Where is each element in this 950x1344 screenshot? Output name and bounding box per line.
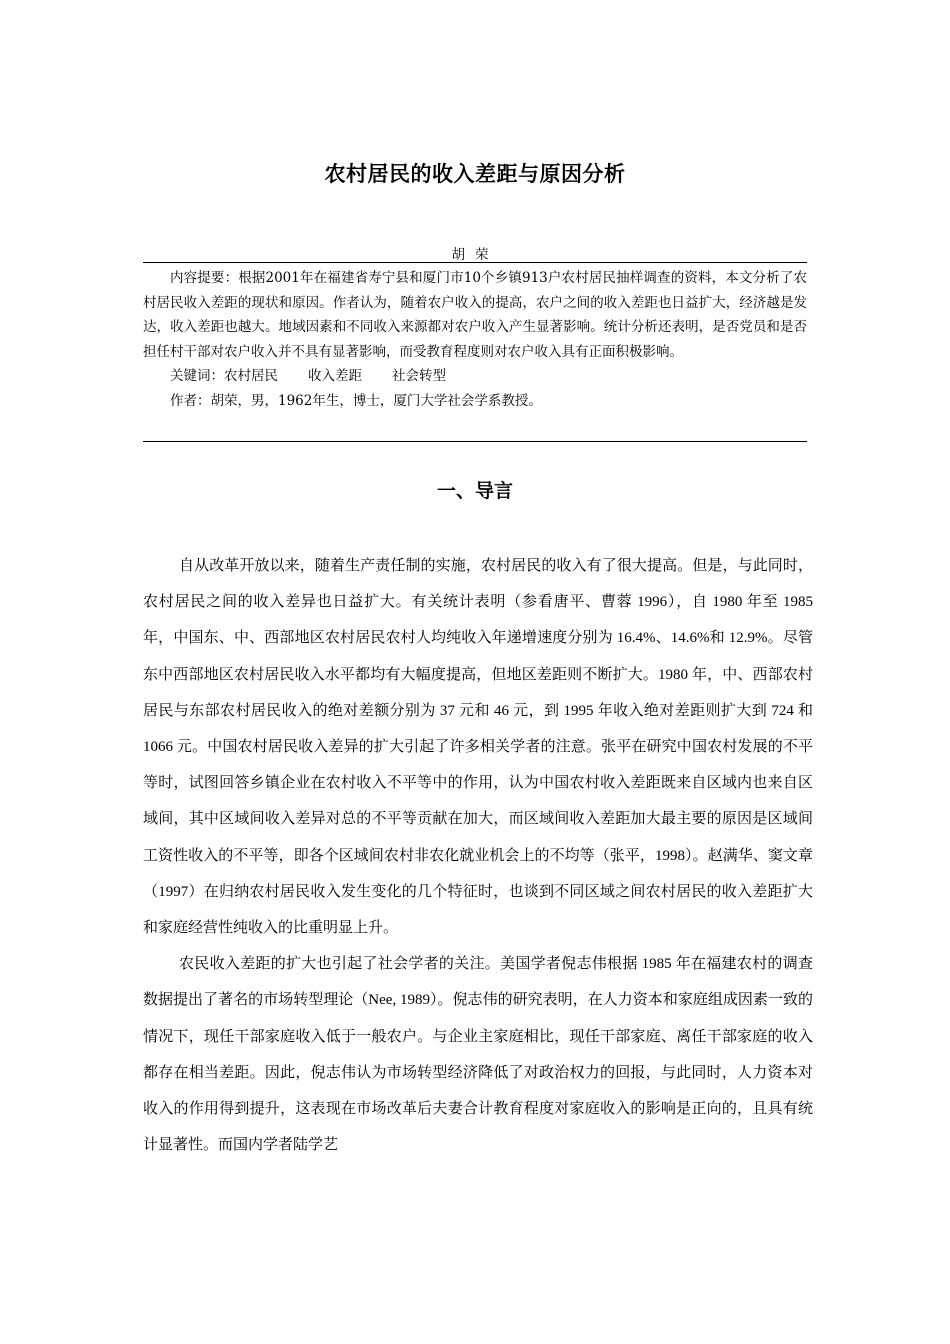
keyword: 农村居民 [224, 368, 278, 384]
abstract-top-rule [143, 262, 807, 263]
keyword: 收入差距 [308, 368, 362, 384]
body-text [143, 548, 813, 1163]
keyword: 社会转型 [392, 368, 446, 384]
abstract-text: 内容提要：根据2001年在福建省寿宁县和厦门市10个乡镇913户农村居民抽样调查的资料，本文分析了农村居民收入差距的现状和原因。作者认为，随着农户收入的提高，农户之间的收入差距也日益扩大，经济越是发达，收入差距也越大。地域因素和不同收入来源都对农户收入产生显著影响。统计分析还表明，是否党员和是否担任村干部对农户收入并不具有显著影响，而受教育程度则对农户收入具有正面积极影响。 [143, 270, 807, 360]
keywords-label: 关键词： [170, 368, 224, 384]
paper-title: 农村居民的收入差距与原因分析 [324, 162, 626, 186]
section-heading: 一、导言 [436, 480, 513, 502]
author-name: 胡荣 [451, 247, 499, 263]
keywords-line [143, 364, 807, 389]
body-paragraph: 农民收入差距的扩大也引起了社会学者的关注。美国学者倪志伟根据 1985 年在福建农村的调查数据提出了著名的市场转型理论（Nee, 1989）。倪志伟的研究表明，在人力资本和家庭组成因素一致的情况下，现任干部家庭收入低于一般农户。与企业主家庭相比，现任干部家庭、离任干部家庭的收入都存在相当差距。因此，倪志伟认为市场转型经济降低了对政治权力的回报，与此同时，人力资本对收入的作用得到提升，这表现在市场改革后夫妻合计教育程度对家庭收入的影响是正向的，且具有统计显著性。而国内学者陆学艺 [143, 956, 813, 1154]
author-info: 作者：胡荣，男，1962年生，博士，厦门大学社会学系教授。 [170, 392, 542, 409]
abstract-block [143, 266, 807, 413]
body-paragraph: 自从改革开放以来，随着生产责任制的实施，农村居民的收入有了很大提高。但是，与此同时，农村居民之间的收入差异也日益扩大。有关统计表明（参看唐平、曹蓉 1996），自 1980 年至 1985 年，中国东、中、西部地区农村居民农村人均纯收入年递增速度分别为 16.4%、14.6%和 12.9%。尽管东中西部地区农村居民收入水平都均有大幅度提高，但地区差距则不断扩大。1980 年，中、西部农村居民与东部农村居民收入的绝对差额分别为 37 元和 46 元，到 1995 年收入绝对差距则扩大到 724 和 1066 元。中国农村居民收入差异的扩大引起了许多相关学者的注意。张平在研究中国农村发展的不平等时，试图回答乡镇企业在农村收入不平等中的作用，认为中国农村收入差距既来自区域内也来自区域间，其中区域间收入差异对总的不平等贡献在加大，而区域间收入差距加大最主要的原因是区域间工资性收入的不平等，即各个区域间农村非农化就业机会上的不均等（张平，1998）。赵满华、窦文章（1997）在归纳农村居民收入发生变化的几个特征时，也谈到不同区域之间农村居民的收入差距扩大和家庭经营性纯收入的比重明显上升。 [143, 558, 813, 937]
abstract-bottom-rule [143, 441, 807, 442]
